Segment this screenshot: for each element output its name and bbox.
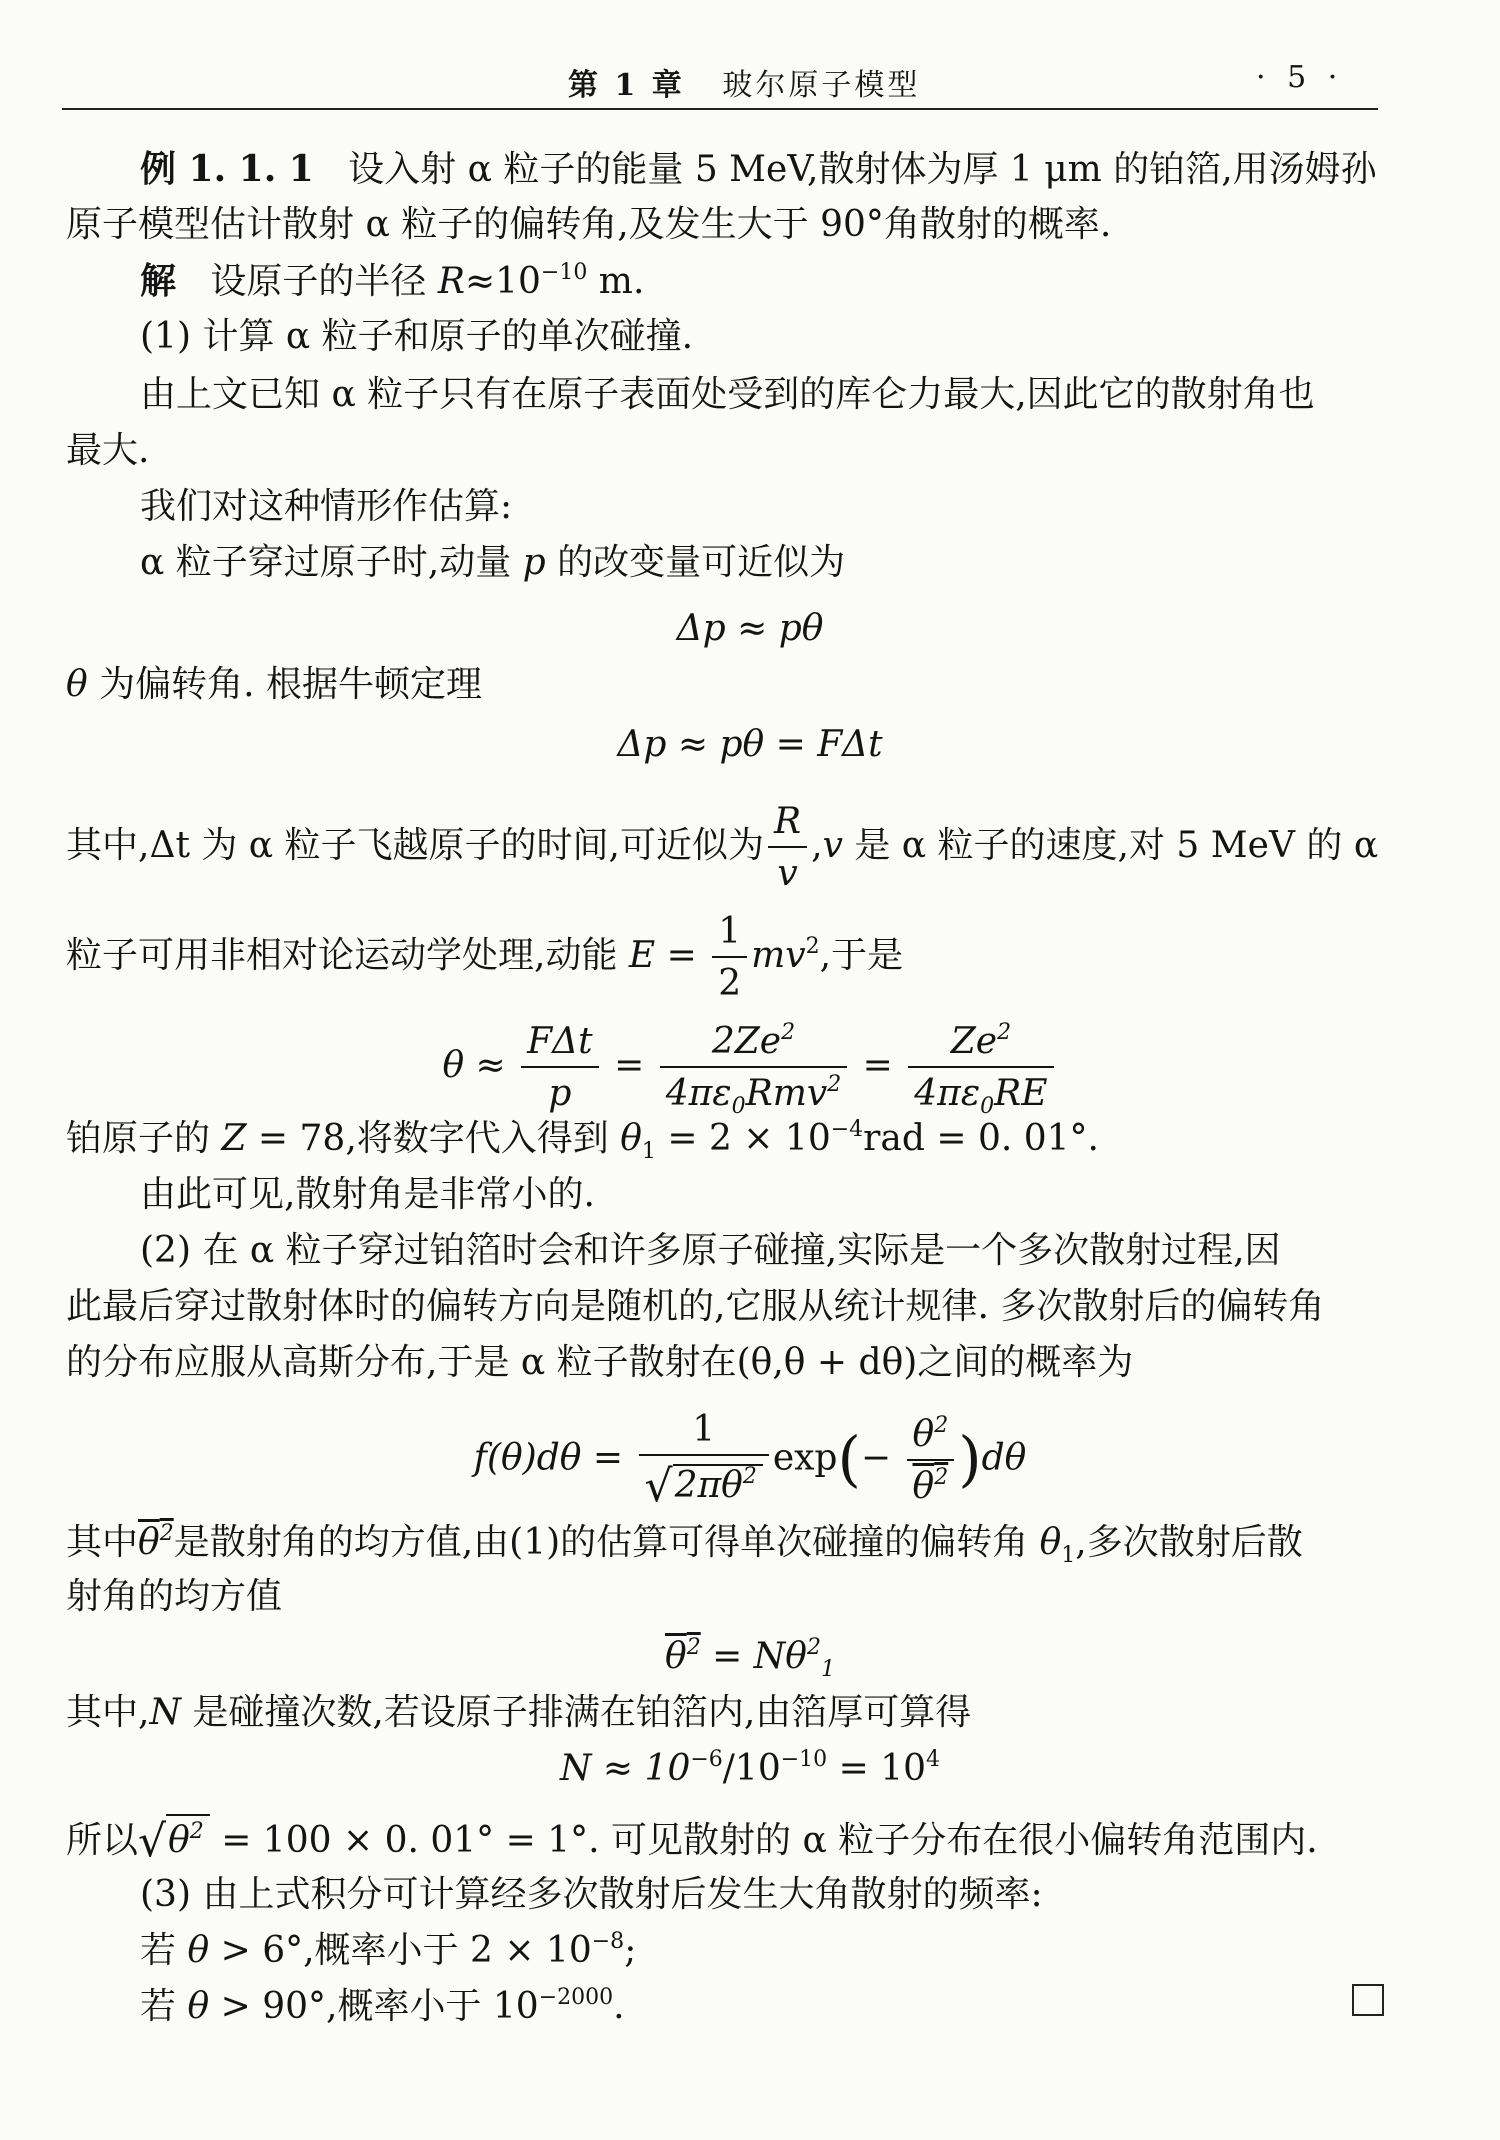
paragraph-1-line-2: 最大. [66, 430, 150, 471]
part3-title: (3) 由上式积分可计算经多次散射后发生大角散射的频率: [140, 1874, 1043, 1915]
solution-label: 解 [140, 260, 177, 302]
equation-4: f(θ)dθ = $\frac{1}{√2\pi\theta^2}$ exp(− $\frac{\theta^2}{\theta^2}$ )dθ [473, 1409, 1027, 1512]
solution-setup: 解 设原子的半径 $R\approx 10^{-10}$ m. [140, 260, 645, 302]
paragraph-5: 其中,Δt 为 α 粒子飞越原子的时间,可近似为 $\frac{R}{v}$ ,v 是 α 粒子的速度,对 5 MeV 的 α [66, 801, 1379, 894]
paragraph-11: 射角的均方值 [66, 1576, 283, 1617]
paragraph-10: 其中$\theta^2$是散射角的均方值,由(1)的估算可得单次碰撞的偏转角 $\theta_1$,多次散射后散 [66, 1521, 1303, 1568]
paragraph-13: 所以$√\theta^2 = 100 \times 0$. 01° = 1°. 可见散射的 α 粒子分布在很小偏转角范围内. [66, 1816, 1318, 1867]
equation-3: θ ≈ $\frac{\text{FΔt}}{p}$ = $\frac{2Ze^2}{4\pi\varepsilon_0Rmv^2}$ = $\frac{Ze^2}{4\pi\varepsilon_0RE}$ [0, 1024, 1500, 1112]
equation-6: $N \approx 10^{-6}/10^{-10} = 10^4$ [559, 1747, 941, 1789]
paragraph-1-line-1: 由上文已知 α 粒子只有在原子表面处受到的库仑力最大,因此它的散射角也 [140, 374, 1315, 415]
chapter-label: 第 1 章 [568, 68, 685, 103]
result-2: 若 θ > 90°,概率小于 $10^{-2000}$. [140, 1985, 625, 2027]
equation-5: $\theta^2 = N\theta^2_1$ [665, 1635, 835, 1682]
paragraph-8: 由此可见,散射角是非常小的. [140, 1174, 595, 1215]
chapter-title: 玻尔原子模型 [722, 68, 921, 103]
header-rule [62, 108, 1378, 110]
equation-2: Δp ≈ pθ = FΔt [617, 724, 883, 765]
part1-title: (1) 计算 α 粒子和原子的单次碰撞. [140, 316, 694, 357]
example-line-2: 原子模型估计散射 α 粒子的偏转角,及发生大于 90°角散射的概率. [66, 204, 1112, 245]
paragraph-3: α 粒子穿过原子时,动量 p 的改变量可近似为 [140, 542, 846, 583]
paragraph-9-line-1: (2) 在 α 粒子穿过铂箔时会和许多原子碰撞,实际是一个多次散射过程,因 [140, 1230, 1281, 1271]
fraction-one-half: $\frac{1}{2}$ [712, 914, 747, 1002]
fraction-R-over-v: $\frac{R}{v}$ [768, 804, 807, 892]
paragraph-9-line-3: 的分布应服从高斯分布,于是 α 粒子散射在(θ,θ + dθ)之间的概率为 [66, 1342, 1134, 1383]
paragraph-12: 其中,N 是碰撞次数,若设原子排满在铂箔内,由箔厚可算得 [66, 1692, 972, 1733]
paragraph-2: 我们对这种情形作估算: [140, 486, 513, 527]
paragraph-4: θ 为偏转角. 根据牛顿定理 [66, 664, 483, 705]
example-label: 例 1. 1. 1 [140, 148, 314, 190]
paragraph-9-line-2: 此最后穿过散射体时的偏转方向是随机的,它服从统计规律. 多次散射后的偏转角 [66, 1286, 1325, 1327]
end-of-proof-box [1352, 1984, 1384, 2016]
paragraph-7: 铂原子的 Z = 78,将数字代入得到 $\theta_1 = 2 \times 10^{-4}rad = 0$. 01°. [66, 1117, 1099, 1164]
result-1: 若 θ > 6°,概率小于 $2 \times 10^{-8}$; [140, 1929, 637, 1971]
equation-1: Δp ≈ pθ [676, 608, 824, 649]
example-line-1: 例 1. 1. 1 设入射 α 粒子的能量 5 MeV,散射体为厚 1 μm 的铂箔,用汤姆孙 [140, 148, 1377, 190]
paragraph-6: 粒子可用非相对论运动学处理,动能 E = $\frac{1}{2}$ $mv^2$,于是 [66, 911, 904, 1004]
running-header [0, 54, 1500, 104]
header-title [568, 60, 920, 104]
page-number: · 5 · [1256, 60, 1344, 95]
